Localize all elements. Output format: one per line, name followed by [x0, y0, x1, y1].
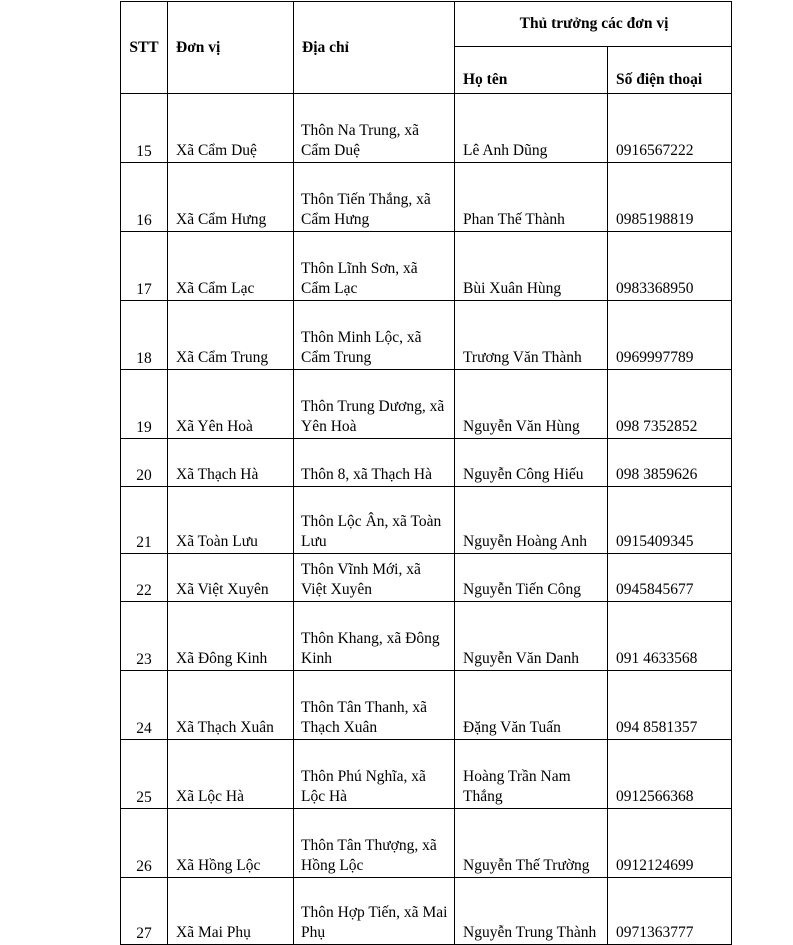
cell-phone: 0985198819	[608, 163, 732, 232]
cell-unit: Xã Việt Xuyên	[168, 554, 294, 602]
cell-phone: 0916567222	[608, 94, 732, 163]
cell-name: Đặng Văn Tuấn	[455, 671, 608, 740]
cell-address: Thôn Lĩnh Sơn, xã Cẩm Lạc	[294, 232, 455, 301]
table-row	[121, 740, 732, 809]
cell-name: Nguyễn Trung Thành	[455, 878, 608, 945]
cell-name: Nguyễn Văn Danh	[455, 602, 608, 671]
cell-unit: Xã Cẩm Hưng	[168, 163, 294, 232]
table-row	[121, 809, 732, 878]
header-name: Họ tên	[455, 47, 608, 94]
header-stt: STT	[121, 2, 168, 94]
cell-stt: 19	[121, 370, 168, 439]
table-row	[121, 439, 732, 487]
cell-phone: 0912566368	[608, 740, 732, 809]
table-row	[121, 602, 732, 671]
cell-address: Thôn Khang, xã Đông Kinh	[294, 602, 455, 671]
table-row	[121, 487, 732, 554]
cell-unit: Xã Đông Kinh	[168, 602, 294, 671]
cell-phone: 094 8581357	[608, 671, 732, 740]
cell-unit: Xã Mai Phụ	[168, 878, 294, 945]
table-row	[121, 232, 732, 301]
cell-stt: 25	[121, 740, 168, 809]
heads-table	[120, 1, 732, 945]
cell-name: Phan Thế Thành	[455, 163, 608, 232]
cell-unit: Xã Thạch Hà	[168, 439, 294, 487]
cell-name: Nguyễn Thế Trường	[455, 809, 608, 878]
cell-stt: 21	[121, 487, 168, 554]
cell-address: Thôn Na Trung, xã Cẩm Duệ	[294, 94, 455, 163]
cell-stt: 17	[121, 232, 168, 301]
cell-phone: 098 3859626	[608, 439, 732, 487]
cell-address: Thôn Phú Nghĩa, xã Lộc Hà	[294, 740, 455, 809]
cell-name: Bùi Xuân Hùng	[455, 232, 608, 301]
cell-address: Thôn 8, xã Thạch Hà	[294, 439, 455, 487]
table-row	[121, 878, 732, 945]
cell-address: Thôn Trung Dương, xã Yên Hoà	[294, 370, 455, 439]
cell-name: Nguyễn Văn Hùng	[455, 370, 608, 439]
cell-phone: 0912124699	[608, 809, 732, 878]
table-row	[121, 671, 732, 740]
cell-address: Thôn Vĩnh Mới, xã Việt Xuyên	[294, 554, 455, 602]
cell-stt: 22	[121, 554, 168, 602]
cell-address: Thôn Lộc Ân, xã Toàn Lưu	[294, 487, 455, 554]
header-heads-group: Thủ trưởng các đơn vị	[455, 2, 732, 47]
cell-stt: 15	[121, 94, 168, 163]
cell-address: Thôn Tân Thanh, xã Thạch Xuân	[294, 671, 455, 740]
header-phone: Số điện thoại	[608, 47, 732, 94]
cell-unit: Xã Cẩm Trung	[168, 301, 294, 370]
cell-stt: 26	[121, 809, 168, 878]
cell-name: Lê Anh Dũng	[455, 94, 608, 163]
header-address: Địa chỉ	[294, 2, 455, 94]
cell-stt: 16	[121, 163, 168, 232]
cell-name: Hoàng Trần Nam Thắng	[455, 740, 608, 809]
cell-address: Thôn Tiến Thắng, xã Cẩm Hưng	[294, 163, 455, 232]
cell-address: Thôn Minh Lộc, xã Cẩm Trung	[294, 301, 455, 370]
cell-phone: 0945845677	[608, 554, 732, 602]
cell-address: Thôn Hợp Tiến, xã Mai Phụ	[294, 878, 455, 945]
cell-name: Trương Văn Thành	[455, 301, 608, 370]
table-body	[121, 94, 732, 945]
cell-stt: 24	[121, 671, 168, 740]
header-unit: Đơn vị	[168, 2, 294, 94]
table-row	[121, 554, 732, 602]
cell-unit: Xã Yên Hoà	[168, 370, 294, 439]
cell-name: Nguyễn Hoàng Anh	[455, 487, 608, 554]
table-row	[121, 94, 732, 163]
table-row	[121, 163, 732, 232]
cell-address: Thôn Tân Thượng, xã Hồng Lộc	[294, 809, 455, 878]
cell-phone: 098 7352852	[608, 370, 732, 439]
cell-stt: 18	[121, 301, 168, 370]
cell-phone: 0971363777	[608, 878, 732, 945]
cell-unit: Xã Cẩm Lạc	[168, 232, 294, 301]
cell-unit: Xã Lộc Hà	[168, 740, 294, 809]
cell-name: Nguyễn Tiến Công	[455, 554, 608, 602]
cell-unit: Xã Toàn Lưu	[168, 487, 294, 554]
cell-stt: 20	[121, 439, 168, 487]
cell-unit: Xã Thạch Xuân	[168, 671, 294, 740]
cell-phone: 0983368950	[608, 232, 732, 301]
cell-phone: 0915409345	[608, 487, 732, 554]
table-header	[121, 2, 732, 94]
cell-unit: Xã Cẩm Duệ	[168, 94, 294, 163]
cell-phone: 091 4633568	[608, 602, 732, 671]
cell-stt: 23	[121, 602, 168, 671]
cell-phone: 0969997789	[608, 301, 732, 370]
table-row	[121, 370, 732, 439]
cell-stt: 27	[121, 878, 168, 945]
table-row	[121, 301, 732, 370]
cell-name: Nguyễn Công Hiếu	[455, 439, 608, 487]
cell-unit: Xã Hồng Lộc	[168, 809, 294, 878]
